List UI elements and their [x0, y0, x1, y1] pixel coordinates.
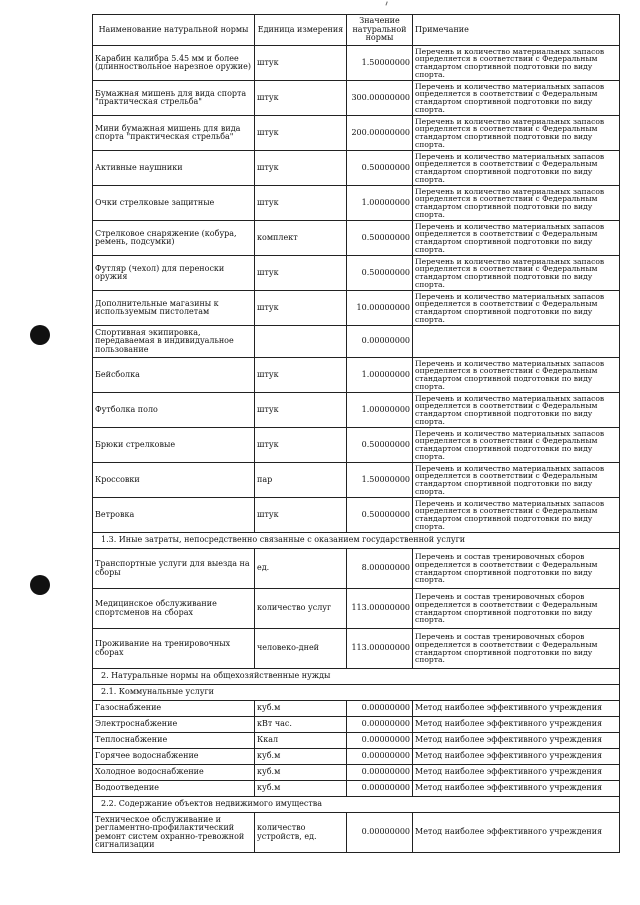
row-value: 0.50000000 [347, 256, 413, 291]
table-row [93, 589, 620, 629]
table-row [93, 256, 620, 291]
row-unit: штук [255, 428, 347, 463]
row-value: 0.50000000 [347, 428, 413, 463]
row-name: Спортивная экипировка, передаваемая в индивидуальное пользование [93, 326, 255, 358]
table-row [93, 116, 620, 151]
row-value: 1.00000000 [347, 393, 413, 428]
row-unit: комплект [255, 221, 347, 256]
row-unit: куб.м [255, 765, 347, 781]
row-note: Метод наиболее эффективного учреждения [413, 765, 620, 781]
table-row [93, 549, 620, 589]
table-row [93, 463, 620, 498]
row-unit: ед. [255, 549, 347, 589]
table-row [93, 765, 620, 781]
row-name: Очки стрелковые защитные [93, 186, 255, 221]
header-note: Примечание [413, 15, 620, 46]
row-unit: человеко-дней [255, 629, 347, 669]
row-unit: штук [255, 186, 347, 221]
row-name: Техническое обслуживание и регламентно-профилактический ремонт систем охранно-тревожной сигнализации [93, 813, 255, 853]
row-note: Метод наиболее эффективного учреждения [413, 733, 620, 749]
row-value: 113.00000000 [347, 589, 413, 629]
row-name: Карабин калибра 5.45 мм и более (длинноствольное нарезное оружие) [93, 46, 255, 81]
row-note: Метод наиболее эффективного учреждения [413, 717, 620, 733]
table-row [93, 221, 620, 256]
row-unit: штук [255, 256, 347, 291]
row-unit: штук [255, 291, 347, 326]
row-value: 113.00000000 [347, 629, 413, 669]
row-note: Перечень и количество материальных запасов определяется в соответствии с Федеральным стандартом спортивной подготовки по виду спорта. [413, 393, 620, 428]
row-value: 0.50000000 [347, 498, 413, 533]
section-row-2 [93, 669, 620, 685]
row-unit: куб.м [255, 781, 347, 797]
section-title: 2. Натуральные нормы на общехозяйственные нужды [93, 669, 620, 685]
row-name: Бумажная мишень для вида спорта "практическая стрельба" [93, 81, 255, 116]
row-note: Перечень и количество материальных запасов определяется в соответствии с Федеральным стандартом спортивной подготовки по виду спорта. [413, 151, 620, 186]
natural-norms-table [92, 14, 620, 853]
row-note: Перечень и количество материальных запасов определяется в соответствии с Федеральным стандартом спортивной подготовки по виду спорта. [413, 463, 620, 498]
row-name: Брюки стрелковые [93, 428, 255, 463]
row-note: Перечень и количество материальных запасов определяется в соответствии с Федеральным стандартом спортивной подготовки по виду спорта. [413, 428, 620, 463]
row-note: Перечень и количество материальных запасов определяется в соответствии с Федеральным стандартом спортивной подготовки по виду спорта. [413, 256, 620, 291]
row-unit: пар [255, 463, 347, 498]
row-note: Метод наиболее эффективного учреждения [413, 749, 620, 765]
row-note: Перечень и количество материальных запасов определяется в соответствии с Федеральным стандартом спортивной подготовки по виду спорта. [413, 46, 620, 81]
row-value: 0.00000000 [347, 326, 413, 358]
row-name: Горячее водоснабжение [93, 749, 255, 765]
row-value: 10.00000000 [347, 291, 413, 326]
table-row [93, 291, 620, 326]
row-name: Медицинское обслуживание спортсменов на сборах [93, 589, 255, 629]
section-title: 2.2. Содержание объектов недвижимого имущества [93, 797, 620, 813]
row-unit: штук [255, 358, 347, 393]
row-note [413, 326, 620, 358]
row-name: Холодное водоснабжение [93, 765, 255, 781]
row-name: Проживание на тренировочных сборах [93, 629, 255, 669]
row-name: Мини бумажная мишень для вида спорта "практическая стрельба" [93, 116, 255, 151]
row-unit: штук [255, 498, 347, 533]
row-value: 300.00000000 [347, 81, 413, 116]
row-value: 200.00000000 [347, 116, 413, 151]
row-unit: кВт час. [255, 717, 347, 733]
table-row [93, 186, 620, 221]
table-row [93, 498, 620, 533]
section-row-2-1 [93, 685, 620, 701]
row-note: Перечень и количество материальных запасов определяется в соответствии с Федеральным стандартом спортивной подготовки по виду спорта. [413, 221, 620, 256]
table-row [93, 813, 620, 853]
row-value: 1.50000000 [347, 463, 413, 498]
row-name: Футболка поло [93, 393, 255, 428]
row-note: Метод наиболее эффективного учреждения [413, 781, 620, 797]
row-unit: штук [255, 116, 347, 151]
section-row-2-2 [93, 797, 620, 813]
row-note: Перечень и состав тренировочных сборов определяется в соответствии с Федеральным стандартом спортивной подготовки по виду спорта. [413, 589, 620, 629]
row-name: Кроссовки [93, 463, 255, 498]
row-value: 0.00000000 [347, 781, 413, 797]
row-note: Метод наиболее эффективного учреждения [413, 701, 620, 717]
row-value: 0.00000000 [347, 749, 413, 765]
row-unit: штук [255, 393, 347, 428]
row-name: Дополнительные магазины к используемым пистолетам [93, 291, 255, 326]
row-unit: штук [255, 151, 347, 186]
table-row-sport-gear [93, 326, 620, 358]
row-value: 0.00000000 [347, 733, 413, 749]
row-unit: Ккал [255, 733, 347, 749]
row-name: Стрелковое снаряжение (кобура, ремень, подсумки) [93, 221, 255, 256]
section-row-1-3 [93, 533, 620, 549]
row-value: 0.00000000 [347, 717, 413, 733]
row-name: Электроснабжение [93, 717, 255, 733]
header-name: Наименование натуральной нормы [93, 15, 255, 46]
row-unit: штук [255, 46, 347, 81]
row-note: Перечень и количество материальных запасов определяется в соответствии с Федеральным стандартом спортивной подготовки по виду спорта. [413, 358, 620, 393]
row-unit: количество устройств, ед. [255, 813, 347, 853]
row-value: 8.00000000 [347, 549, 413, 589]
punch-hole-bottom [30, 575, 50, 595]
row-value: 1.00000000 [347, 186, 413, 221]
section-title: 2.1. Коммунальные услуги [93, 685, 620, 701]
row-note: Перечень и количество материальных запасов определяется в соответствии с Федеральным стандартом спортивной подготовки по виду спорта. [413, 291, 620, 326]
row-unit: штук [255, 81, 347, 116]
row-value: 1.00000000 [347, 358, 413, 393]
row-note: Перечень и состав тренировочных сборов определяется в соответствии с Федеральным стандартом спортивной подготовки по виду спорта. [413, 629, 620, 669]
table-row [93, 151, 620, 186]
header-value: Значение натуральной нормы [347, 15, 413, 46]
table-row [93, 358, 620, 393]
row-name: Теплоснабжение [93, 733, 255, 749]
row-name: Бейсболка [93, 358, 255, 393]
table-row [93, 81, 620, 116]
table-header-row [93, 15, 620, 46]
row-name: Футляр (чехол) для переноски оружия [93, 256, 255, 291]
table-row [93, 733, 620, 749]
header-unit: Единица измерения [255, 15, 347, 46]
table-row [93, 701, 620, 717]
table-row [93, 46, 620, 81]
row-note: Перечень и количество материальных запасов определяется в соответствии с Федеральным стандартом спортивной подготовки по виду спорта. [413, 81, 620, 116]
punch-hole-top [30, 325, 50, 345]
row-note: Перечень и количество материальных запасов определяется в соответствии с Федеральным стандартом спортивной подготовки по виду спорта. [413, 116, 620, 151]
row-unit: количество услуг [255, 589, 347, 629]
table-row [93, 629, 620, 669]
row-note: Метод наиболее эффективного учреждения [413, 813, 620, 853]
row-value: 1.50000000 [347, 46, 413, 81]
row-unit [255, 326, 347, 358]
row-note: Перечень и состав тренировочных сборов определяется в соответствии с Федеральным стандартом спортивной подготовки по виду спорта. [413, 549, 620, 589]
row-value: 0.50000000 [347, 221, 413, 256]
row-note: Перечень и количество материальных запасов определяется в соответствии с Федеральным стандартом спортивной подготовки по виду спорта. [413, 498, 620, 533]
table-row [93, 393, 620, 428]
row-name: Активные наушники [93, 151, 255, 186]
row-value: 0.00000000 [347, 701, 413, 717]
row-name: Газоснабжение [93, 701, 255, 717]
row-name: Водоотведение [93, 781, 255, 797]
row-value: 0.00000000 [347, 813, 413, 853]
row-value: 0.00000000 [347, 765, 413, 781]
section-title: 1.3. Иные затраты, непосредственно связанные с оказанием государственной услуги [93, 533, 620, 549]
row-value: 0.50000000 [347, 151, 413, 186]
table-row [93, 428, 620, 463]
row-note: Перечень и количество материальных запасов определяется в соответствии с Федеральным стандартом спортивной подготовки по виду спорта. [413, 186, 620, 221]
row-unit: куб.м [255, 701, 347, 717]
row-name: Транспортные услуги для выезда на сборы [93, 549, 255, 589]
table-row [93, 781, 620, 797]
row-name: Ветровка [93, 498, 255, 533]
row-unit: куб.м [255, 749, 347, 765]
table-row [93, 749, 620, 765]
scan-mark [385, 1, 390, 6]
table-row [93, 717, 620, 733]
